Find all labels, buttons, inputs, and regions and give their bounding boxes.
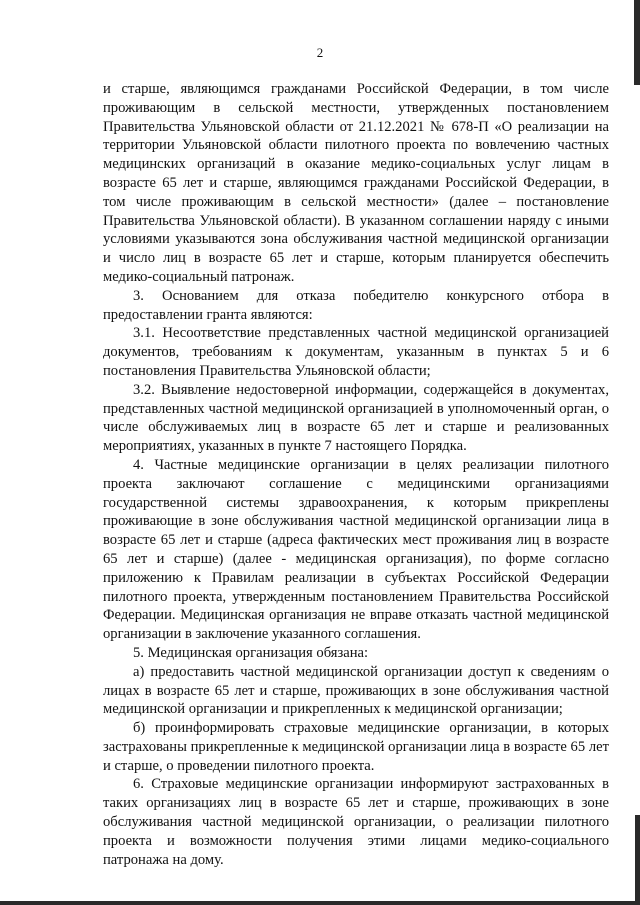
paragraph-continuation: и старше, являющимся гражданами Российской Федерации, в том числе проживающим в сельской местности, утвержденных постановлением Правительства Ульяновской области от 21.12.2021 № 678-П «О реализации на территории Ульяновской области пилотного проекта по вовлечению частных медицинских организаций в оказание медико-социальных услуг лицам в возрасте 65 лет и старше, являющимся гражданами Российской Федерации, в том числе проживающим в сельской местности» (далее – постановление Правительства Ульяновской области). В указанном соглашении наряду с иными условиями указываются зона обслуживания частной медицинской организации и число лиц в возрасте 65 лет и старше, которым планируется обеспечить медико-социальный патронаж.	[103, 81, 609, 285]
document-body	[103, 80, 609, 869]
paragraph-5-b: б) проинформировать страховые медицинские организации, в которых застрахованы прикрепленные к медицинской организации лица в возрасте 65 лет и старше, о проведении пилотного проекта.	[103, 720, 609, 774]
paragraph-5: 5. Медицинская организация обязана:	[133, 644, 369, 661]
paragraph-5-a: а) предоставить частной медицинской организации доступ к сведениям о лицах в возрасте 65 лет и старше, проживающих в зоне обслуживания частной медицинской организации и прикрепленных к медицинской организации;	[103, 663, 609, 718]
paragraph-3: 3. Основанием для отказа победителю конкурсного отбора в предоставлении гранта являются:	[103, 287, 609, 323]
scan-edge-shadow	[634, 0, 640, 85]
paragraph-4: 4. Частные медицинские организации в целях реализации пилотного проекта заключают соглашение с медицинскими организациями государственной системы здравоохранения, к которым прикреплены проживающие в зоне обслуживания частной медицинской организации лица в возрасте 65 лет и старше (адреса фактических мест проживания лиц в возрасте 65 лет и старше) (далее - медицинская организация), по форме согласно приложению к Правилам реализации в субъектах Российской Федерации пилотного проекта, утвержденным постановлением Правительства Российской Федерации. Медицинская организация не вправе отказать частной медицинской организации в заключение указанного соглашения.	[103, 456, 609, 643]
paragraph-6: 6. Страховые медицинские организации информируют застрахованных в таких организациях лиц в возрасте 65 лет и старше, проживающих в зоне обслуживания частной медицинской организации, о реализации пилотного проекта и возможности получения этими лицами медико-социального патронажа на дому.	[103, 776, 609, 868]
scan-edge-shadow	[0, 901, 640, 905]
paragraph-3-2: 3.2. Выявление недостоверной информации, содержащейся в документах, представленных частной медицинской организацией в уполномоченный орган, о числе обслуживаемых лиц в возрасте 65 лет и старше и реализованных мероприятиях, указанных в пункте 7 настоящего Порядка.	[103, 381, 609, 455]
page-number: 2	[316, 45, 324, 60]
paragraph-3-1: 3.1. Несоответствие представленных частной медицинской организацией документов, требованиям к документам, указанным в пунктах 5 и 6 постановления Правительства Ульяновской области;	[103, 325, 609, 379]
scan-edge-shadow	[635, 815, 640, 905]
